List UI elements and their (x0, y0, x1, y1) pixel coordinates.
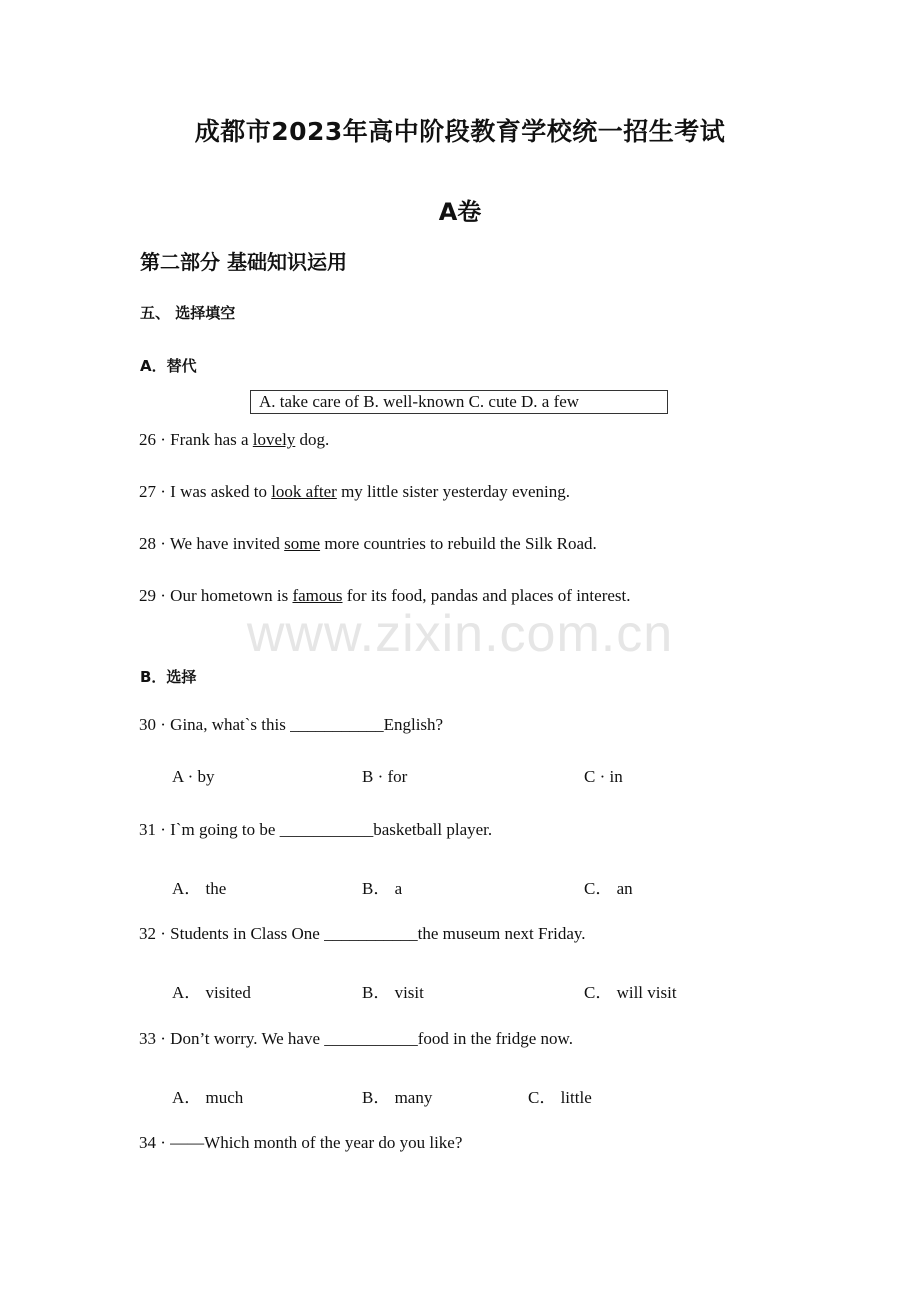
question-26 (139, 430, 329, 450)
question-28 (139, 534, 597, 554)
question-number: 29 (139, 586, 156, 605)
option-b: B． many (362, 1088, 433, 1107)
question-30: 30 · Gina, what`s this ___________English? (139, 715, 444, 734)
underlined-word: famous (292, 586, 343, 605)
question-31: 31 · I`m going to be ___________basketball player. (139, 820, 493, 839)
watermark: www.zixin.com.cn (246, 605, 674, 663)
section-b-heading: B．选择 (140, 668, 197, 686)
question-separator: · (160, 430, 166, 449)
question-text-before: Our hometown is (170, 586, 293, 605)
option-c: C． little (528, 1088, 592, 1107)
option-b: B． visit (362, 983, 424, 1002)
question-29 (139, 586, 631, 606)
exam-title: 成都市2023年高中阶段教育学校统一招生考试 (194, 117, 726, 146)
option-a: A · by (172, 767, 215, 786)
underlined-word: lovely (252, 430, 296, 449)
question-34: 34 · ——Which month of the year do you like? (139, 1133, 463, 1152)
question-text-after: my little sister yesterday evening. (336, 482, 571, 501)
option-c: C · in (584, 767, 623, 786)
option-c: C． an (584, 879, 633, 898)
question-text-after: for its food, pandas and places of interest. (342, 586, 631, 605)
question-33: 33 · Don’t worry. We have ___________food in the fridge now. (139, 1029, 573, 1048)
option-b: B · for (362, 767, 408, 786)
section-five-heading: 五、 选择填空 (140, 304, 236, 322)
question-text-before: Frank has a (170, 430, 253, 449)
question-number: 28 (139, 534, 156, 553)
option-a: A． the (172, 879, 227, 898)
option-a: A． much (172, 1088, 244, 1107)
option-c: C． will visit (584, 983, 677, 1002)
question-number: 26 (139, 430, 156, 449)
option-a: A． visited (172, 983, 251, 1002)
question-separator: · (160, 534, 166, 553)
part-heading: 第二部分 基础知识运用 (140, 250, 347, 274)
option-b: B． a (362, 879, 403, 898)
question-text-before: We have invited (169, 534, 285, 553)
question-separator: · (160, 482, 166, 501)
question-separator: · (160, 586, 166, 605)
underlined-word: some (284, 534, 321, 553)
paper-label: A卷 (438, 198, 482, 226)
option-box: A. take care of B. well-known C. cute D. a few (250, 390, 668, 414)
question-text-before: I was asked to (170, 482, 272, 501)
underlined-word: look after (271, 482, 337, 501)
question-number: 27 (139, 482, 156, 501)
question-text-after: dog. (295, 430, 330, 449)
question-32: 32 · Students in Class One ___________the museum next Friday. (139, 924, 586, 943)
question-text-after: more countries to rebuild the Silk Road. (320, 534, 597, 553)
section-a-heading: A．替代 (140, 357, 197, 375)
question-27 (139, 482, 570, 502)
